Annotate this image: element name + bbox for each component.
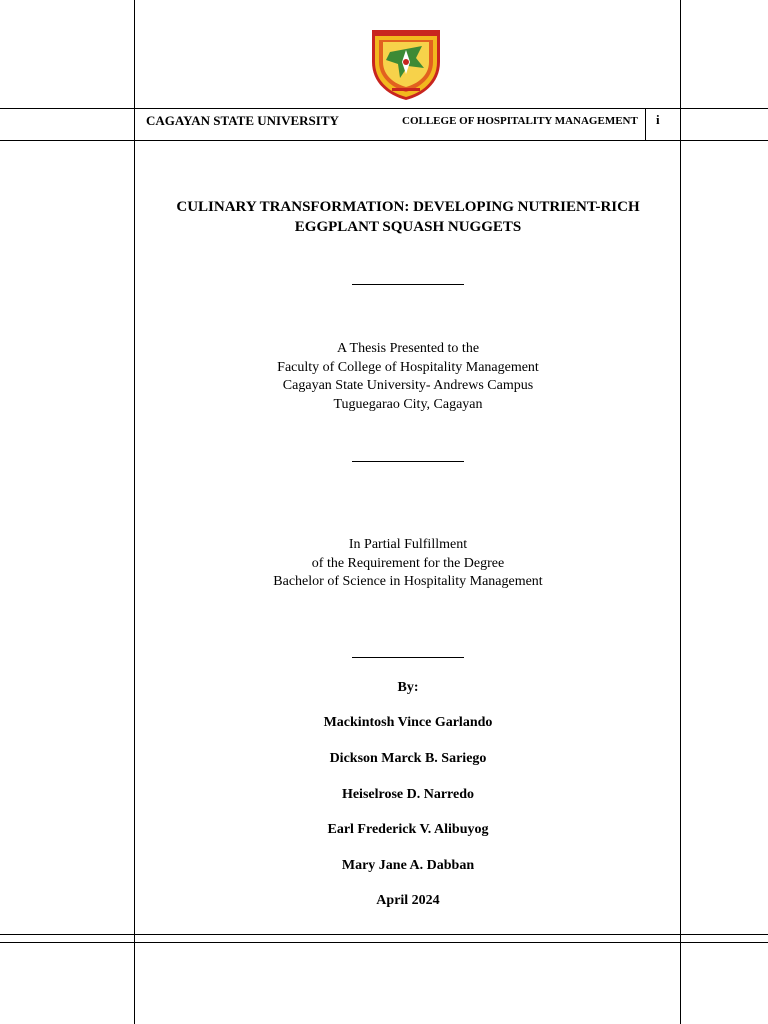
by-label: By:: [397, 680, 419, 695]
presentation-line: A Thesis Presented to the: [336, 341, 480, 356]
separator-1: [136, 284, 680, 285]
footer-bottom-line: [0, 942, 768, 943]
page-number: i: [656, 112, 660, 127]
frame-left-line: [134, 0, 135, 1024]
university-seal-logo: [370, 28, 442, 102]
presentation-line: Cagayan State University- Andrews Campus: [282, 378, 534, 393]
presentation-line: Faculty of College of Hospitality Management: [277, 359, 539, 375]
presentation-block: [136, 340, 680, 414]
header-university: CAGAYAN STATE UNIVERSITY: [146, 113, 339, 128]
fulfillment-line: of the Requirement for the Degree: [311, 555, 505, 571]
separator-2: [136, 461, 680, 462]
presentation-line: Tuguegarao City, Cagayan: [333, 396, 483, 412]
page-number-divider: [645, 108, 646, 140]
separator-3: [136, 657, 680, 658]
fulfillment-block: [136, 536, 680, 592]
author-name: Mackintosh Vince Garlando: [323, 715, 493, 730]
fulfillment-line: Bachelor of Science in Hospitality Management: [273, 574, 543, 589]
thesis-title: [136, 197, 680, 237]
fulfillment-line: In Partial Fulfillment: [348, 537, 468, 552]
header-top-line: [0, 108, 768, 109]
author-name: Dickson Marck B. Sariego: [329, 751, 487, 766]
footer-top-line: [0, 934, 768, 935]
author-name: Earl Frederick V. Alibuyog: [327, 822, 489, 837]
submission-date: April 2024: [376, 893, 440, 908]
frame-right-line: [680, 0, 681, 1024]
author-name: Heiselrose D. Narredo: [341, 787, 475, 802]
thesis-title-line-1: CULINARY TRANSFORMATION: DEVELOPING NUTRIENT-RICH: [176, 199, 640, 215]
author-name: Mary Jane A. Dabban: [341, 858, 475, 873]
header-college: COLLEGE OF HOSPITALITY MANAGEMENT: [402, 115, 638, 127]
thesis-title-line-2: EGGPLANT SQUASH NUGGETS: [294, 219, 522, 235]
header-bottom-line: [0, 140, 768, 141]
